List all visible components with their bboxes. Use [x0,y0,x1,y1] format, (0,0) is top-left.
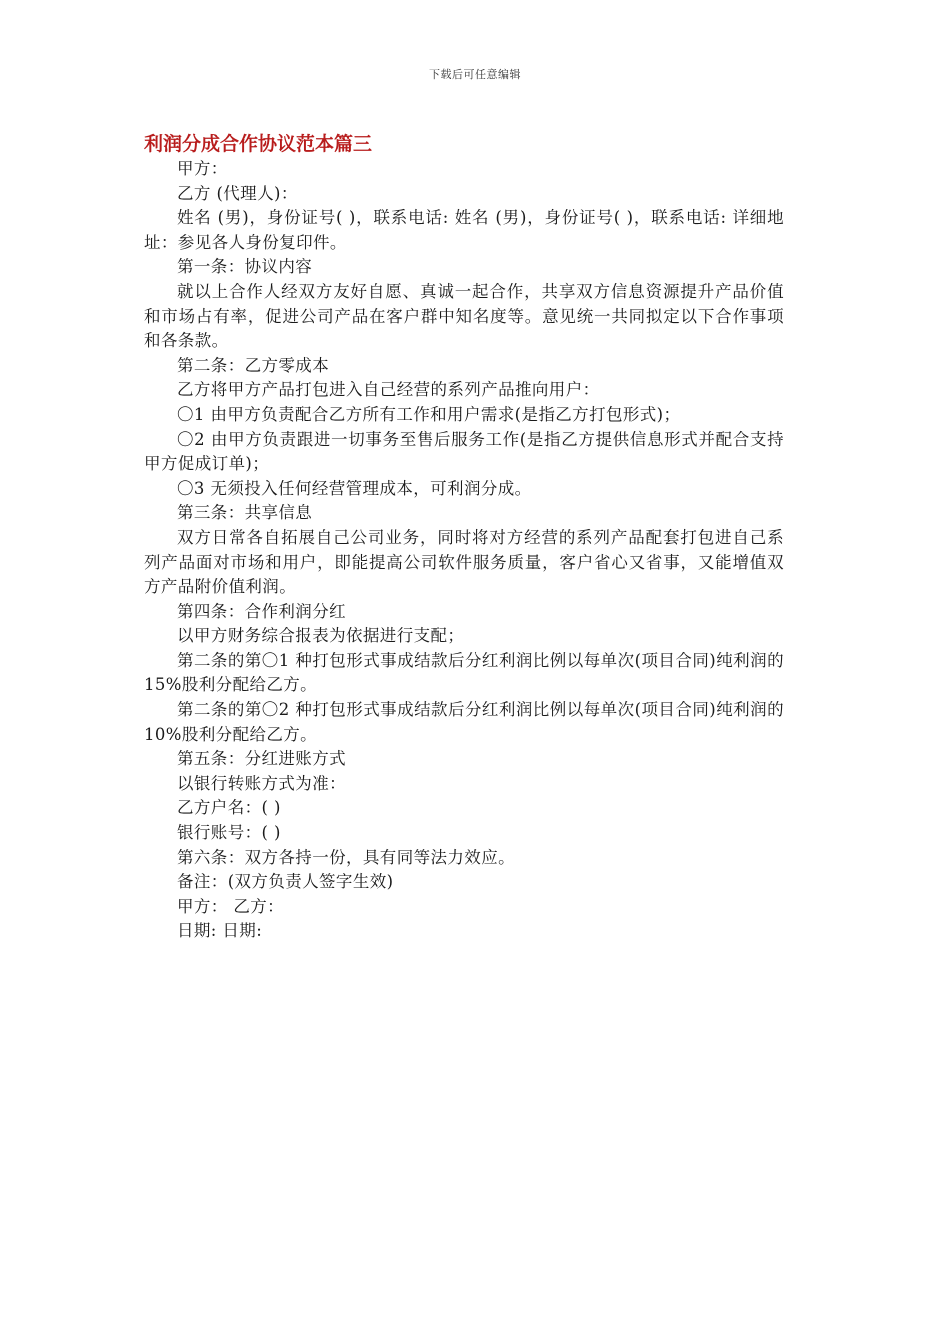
document-title: 利润分成合作协议范本篇三 [144,133,373,155]
page-header-note: 下载后可任意编辑 [429,68,521,81]
remarks-line: 备注：(双方负责人签字生效) [177,872,394,892]
account-name-line: 乙方户名：( ) [177,798,281,818]
article-5-body: 以银行转账方式为准： [177,773,346,793]
article-1-body: 就以上合作人经双方友好自愿、真诚一起合作，共享双方信息资源提升产品价值和市场占有率，促进公司产品在客户群中知名度等。意见统一共同拟定以下合作事项和各条款。 [144,281,784,351]
paragraph-personal-info: 姓名 (男)，身份证号( )，联系电话: 姓名 (男)，身份证号( )，联系电话: 详细地址：参见各人身份复印件。 [144,208,784,252]
article-3-body: 双方日常各自拓展自己公司业务，同时将对方经营的系列产品配套打包进自己系列产品面对市场和用户，即能提高公司软件服务质量，客户省心又省事，又能增值双方产品附价值利润。 [144,527,784,597]
article-3-heading: 第三条：共享信息 [177,503,313,523]
article-4-heading: 第四条：合作利润分红 [177,601,346,621]
article-4-clause-1: 第二条的第〇1 种打包形式事成结款后分红利润比例以每单次(项目合同)纯利润的 15%股利分配给乙方。 [144,650,784,695]
document-body [144,131,784,944]
article-6: 第六条：双方各持一份，具有同等法力效应。 [177,847,515,867]
paragraph-party-a: 甲方： [177,159,228,178]
article-2-item-3: 〇3 无须投入任何经营管理成本，可利润分成。 [177,478,532,498]
article-2-item-2: 〇2 由甲方负责跟进一切事务至售后服务工作(是指乙方提供信息形式并配合支持甲方促成订单)； [144,429,784,474]
article-2-heading: 第二条：乙方零成本 [177,355,330,375]
paragraph-party-b: 乙方 (代理人)： [177,183,298,203]
article-4-body: 以甲方财务综合报表为依据进行支配； [177,626,465,646]
date-line: 日期: 日期: [177,921,263,941]
bank-account-line: 银行账号：( ) [177,823,281,843]
article-5-heading: 第五条：分红进账方式 [177,749,346,769]
article-1-heading: 第一条：协议内容 [177,257,313,277]
article-2-item-1: 〇1 由甲方负责配合乙方所有工作和用户需求(是指乙方打包形式)； [177,404,681,424]
article-4-clause-2: 第二条的第〇2 种打包形式事成结款后分红利润比例以每单次(项目合同)纯利润的 10%股利分配给乙方。 [144,700,784,744]
signature-line: 甲方： 乙方： [177,896,285,916]
article-2-body: 乙方将甲方产品打包进入自己经营的系列产品推向用户： [177,380,600,400]
